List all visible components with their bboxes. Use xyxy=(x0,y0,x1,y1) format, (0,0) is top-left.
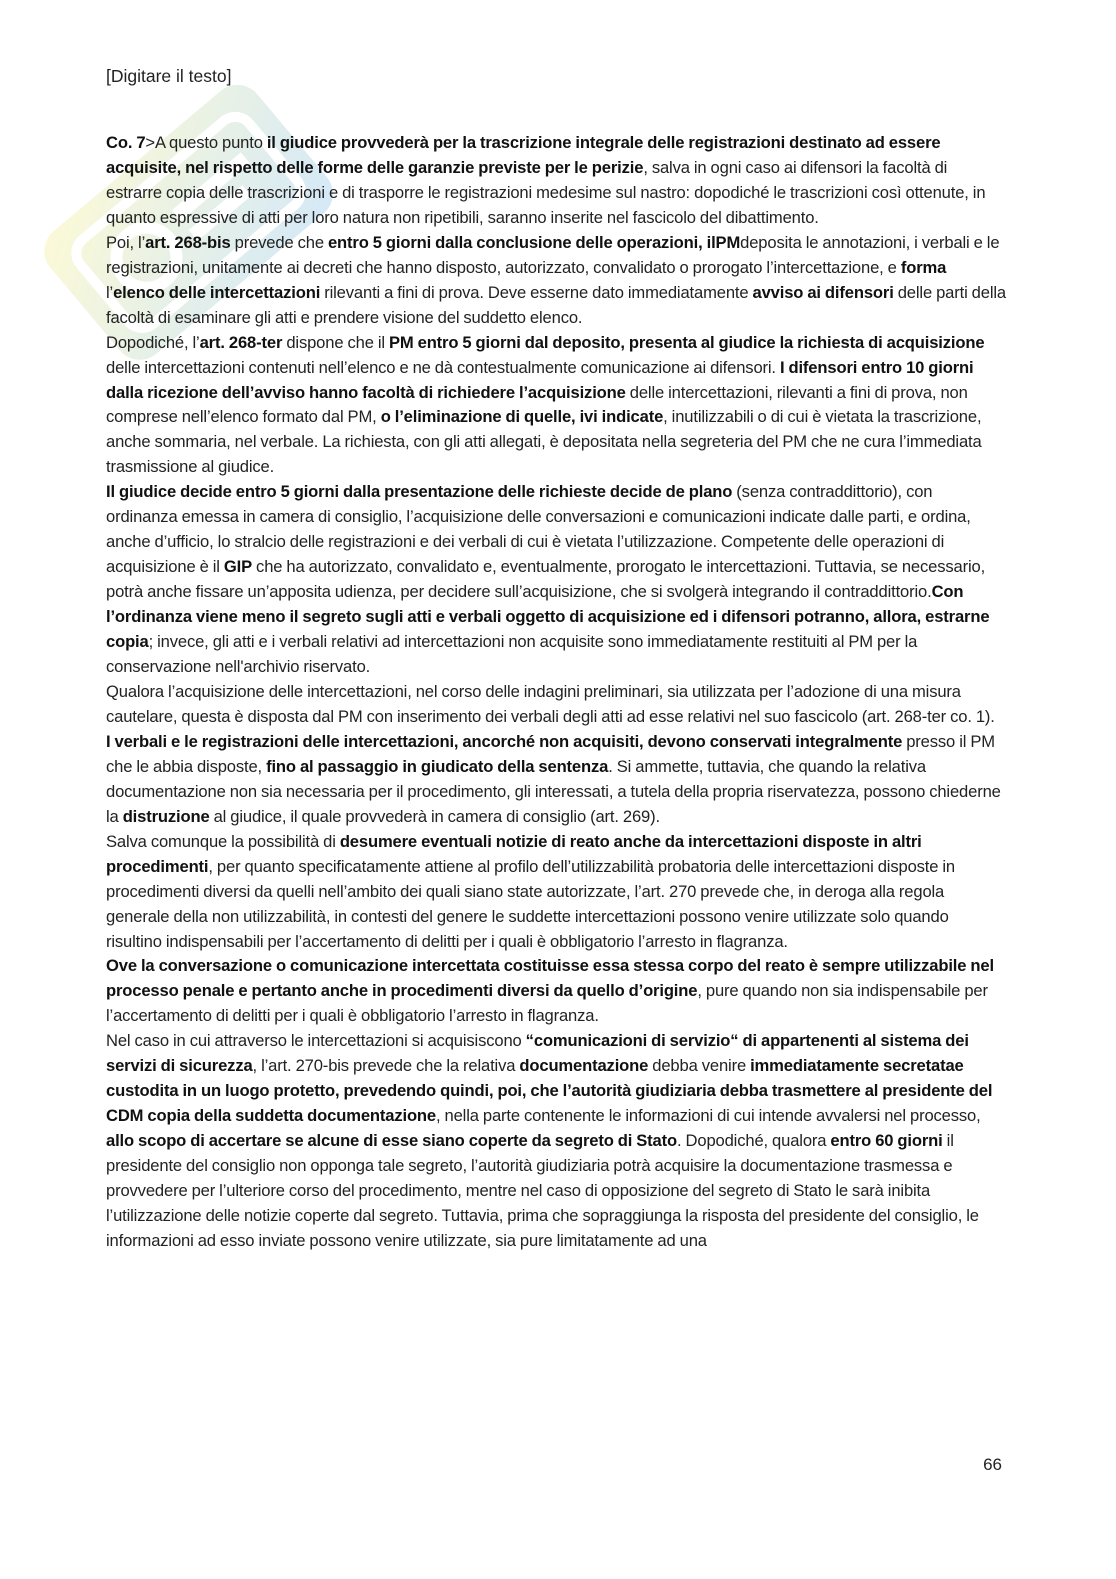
paragraph xyxy=(106,680,1006,730)
bold-text: desumere eventuali notizie di reato anche da intercettazioni disposte in altri procedimenti xyxy=(106,831,922,876)
text-run: il presidente del consiglio non opponga tale segreto, l’autorità giudiziaria potrà acquisire la documentazione trasmessa e provvedere per l’ulteriore corso del procedimento, mentre nel caso di opposizione del segreto di Stato le sarà inibita l’utilizzazione delle notizie coperte dal segreto. Tuttavia, prima che sopraggiunga la risposta del presidente del consiglio, le informazioni ad esso inviate possono venire utilizzate, sia pure limitatamente ad una xyxy=(106,1131,979,1250)
paragraph xyxy=(106,954,1006,1029)
paragraph xyxy=(106,480,1006,680)
bold-text: o l’eliminazione di quelle, ivi indicate xyxy=(380,407,664,427)
bold-text: forma xyxy=(900,257,947,277)
text-run: . Dopodiché, qualora xyxy=(677,1131,831,1151)
text-run: dispone che il xyxy=(282,332,389,352)
text-run: delle intercettazioni contenuti nell’elenco e ne dà contestualmente comunicazione ai difensori. xyxy=(106,357,780,377)
page-header: [Digitare il testo] xyxy=(106,66,232,86)
bold-text: GIP xyxy=(223,557,252,577)
text-run: Poi, l’ xyxy=(106,232,146,252)
bold-text: PM entro 5 giorni dal deposito, presenta al giudice la richiesta di acquisizione xyxy=(388,332,985,352)
text-run: , l’art. 270-bis prevede che la relativa xyxy=(252,1056,520,1076)
bold-text: fino al passaggio in giudicato della sentenza xyxy=(266,756,609,776)
bold-text: art. 268-ter xyxy=(199,332,283,352)
bold-text: documentazione xyxy=(519,1056,649,1076)
text-run: l’ xyxy=(106,282,114,302)
text-run: che ha autorizzato, convalidato e, eventualmente, prorogato le intercettazioni. Tuttavia, se necessario, potrà anche fissare un’apposita udienza, per decidere sull’acquisizione, che si svolgerà integrando il contraddittorio. xyxy=(106,557,986,602)
text-run: delle parti della facoltà di esaminare gli atti e prendere visione del suddetto elenco. xyxy=(106,282,1006,327)
text-run: Nel caso in cui attraverso le intercettazioni si acquisiscono xyxy=(106,1031,526,1051)
bold-text: entro 60 giorni xyxy=(830,1131,943,1151)
text-run: , pure quando non sia indispensabile per l’accertamento di delitti per i quali è obbligatorio l’arresto in flagranza. xyxy=(106,981,988,1026)
text-run: Qualora l’acquisizione delle intercettazioni, nel corso delle indagini preliminari, sia utilizzata per l’adozione di una misura cautelare, questa è disposta dal PM con inserimento dei verbali degli atti ad esse relativi nel suo fascicolo (art. 268-ter co. 1). xyxy=(106,681,995,726)
text-run: . Si ammette, tuttavia, che quando la relativa documentazione non sia necessaria per il procedimento, gli interessati, a tutela della propria riservatezza, possono chiederne la xyxy=(106,756,1001,826)
paragraph xyxy=(106,231,1006,331)
bold-text: avviso ai difensori xyxy=(752,282,894,302)
text-run: deposita le annotazioni, i verbali e le registrazioni, unitamente ai decreti che hanno disposto, autorizzato, convalidato o prorogato l’intercettazione, e xyxy=(106,232,1000,277)
text-run: Dopodiché, l’ xyxy=(106,332,200,352)
text-run: >A questo punto xyxy=(145,133,267,152)
text-run: , inutilizzabili o di cui è vietata la trascrizione, anche sommaria, nel verbale. La richiesta, con gli atti allegati, è depositata nella segreteria del PM che ne cura l’immediata trasmissione al giudice. xyxy=(106,407,982,477)
bold-text: I verbali e le registrazioni delle intercettazioni, ancorché non acquisiti, devono conservati integralmente xyxy=(106,731,903,751)
text-run: , nella parte contenente le informazioni di cui intende avvalersi nel processo, xyxy=(436,1106,981,1126)
text-run: Salva comunque la possibilità di xyxy=(106,831,340,851)
bold-text: immediatamente secretatae custodita in un luogo protetto, prevedendo quindi, poi, che l’autorità giudiziaria debba trasmettere al presidente del CDM copia della suddetta documentazione xyxy=(106,1056,993,1126)
text-run: rilevanti a fini di prova. Deve esserne dato immediatamente xyxy=(320,282,753,302)
document-body xyxy=(106,131,1006,1254)
text-run: , salva in ogni caso ai difensori la facoltà di estrarre copia delle trascrizioni e di trasporre le registrazioni medesime sul nastro: dopodiché le trascrizioni così ottenute, in quanto espressive di atti per loro natura non ripetibili, saranno inserite nel fascicolo del dibattimento. xyxy=(106,157,986,227)
text-run: debba venire xyxy=(648,1056,751,1076)
paragraph xyxy=(106,730,1006,830)
bold-text: allo scopo di accertare se alcune di esse siano coperte da segreto di Stato xyxy=(106,1131,678,1151)
bold-text: entro 5 giorni dalla conclusione delle operazioni, ilPM xyxy=(327,232,741,252)
bold-text: Il giudice decide entro 5 giorni dalla presentazione delle richieste decide de plano xyxy=(106,482,733,502)
bold-text: art. 268-bis xyxy=(145,232,231,252)
bold-text: distruzione xyxy=(122,806,210,826)
text-run: prevede che xyxy=(230,232,328,252)
page-number: 66 xyxy=(983,1455,1002,1474)
paragraph xyxy=(106,1029,1006,1254)
text-run: ; invece, gli atti e i verbali relativi ad intercettazioni non acquisite sono immediatamente restituiti al PM per la conservazione nell'archivio riservato. xyxy=(106,632,918,677)
paragraph xyxy=(106,131,1006,231)
bold-text: “comunicazioni di servizio“ di appartenenti al sistema dei servizi di sicurezza xyxy=(106,1031,969,1076)
bold-text: Con l’ordinanza viene meno il segreto sugli atti e verbali oggetto di acquisizione ed i difensori potranno, allora, estrarne copia xyxy=(106,582,990,652)
paragraph xyxy=(106,830,1006,955)
bold-text: elenco delle intercettazioni xyxy=(113,282,321,302)
text-run: presso il PM che le abbia disposte, xyxy=(106,731,995,776)
bold-text: il giudice provvederà per la trascrizione integrale delle registrazioni destinato ad essere acquisite, nel rispetto delle forme delle garanzie previste per le perizie xyxy=(106,133,941,177)
bold-text: Ove la conversazione o comunicazione intercettata costituisse essa stessa corpo del reato è sempre utilizzabile nel processo penale e pertanto anche in procedimenti diversi da quello d’origine xyxy=(106,956,994,1001)
bold-text: I difensori entro 10 giorni dalla ricezione dell’avviso hanno facoltà di richiedere l’acquisizione xyxy=(106,357,974,402)
text-run: (senza contraddittorio), con ordinanza emessa in camera di consiglio, l’acquisizione delle conversazioni e comunicazioni indicate dalle parti, e ordina, anche d’ufficio, lo stralcio delle registrazioni e dei verbali di cui è vietata l’utilizzazione. Competente delle operazioni di acquisizione è il xyxy=(106,482,971,577)
text-run: , per quanto specificatamente attiene al profilo dell’utilizzabilità probatoria delle intercettazioni disposte in procedimenti diversi da quelli nell’ambito dei quali siano state autorizzate, l’art. 270 prevede che, in deroga alla regola generale della non utilizzabilità, in contesti del genere le suddette intercettazioni possono venire utilizzate solo quando risultino indispensabili per l’accertamento di delitti per i quali è obbligatorio l’arresto in flagranza. xyxy=(106,856,956,951)
text-run: al giudice, il quale provvederà in camera di consiglio (art. 269). xyxy=(209,806,660,826)
bold-text: Co. 7 xyxy=(106,133,146,152)
text-run: delle intercettazioni, rilevanti a fini di prova, non comprese nell’elenco formato dal PM, xyxy=(106,382,968,427)
paragraph xyxy=(106,331,1006,481)
